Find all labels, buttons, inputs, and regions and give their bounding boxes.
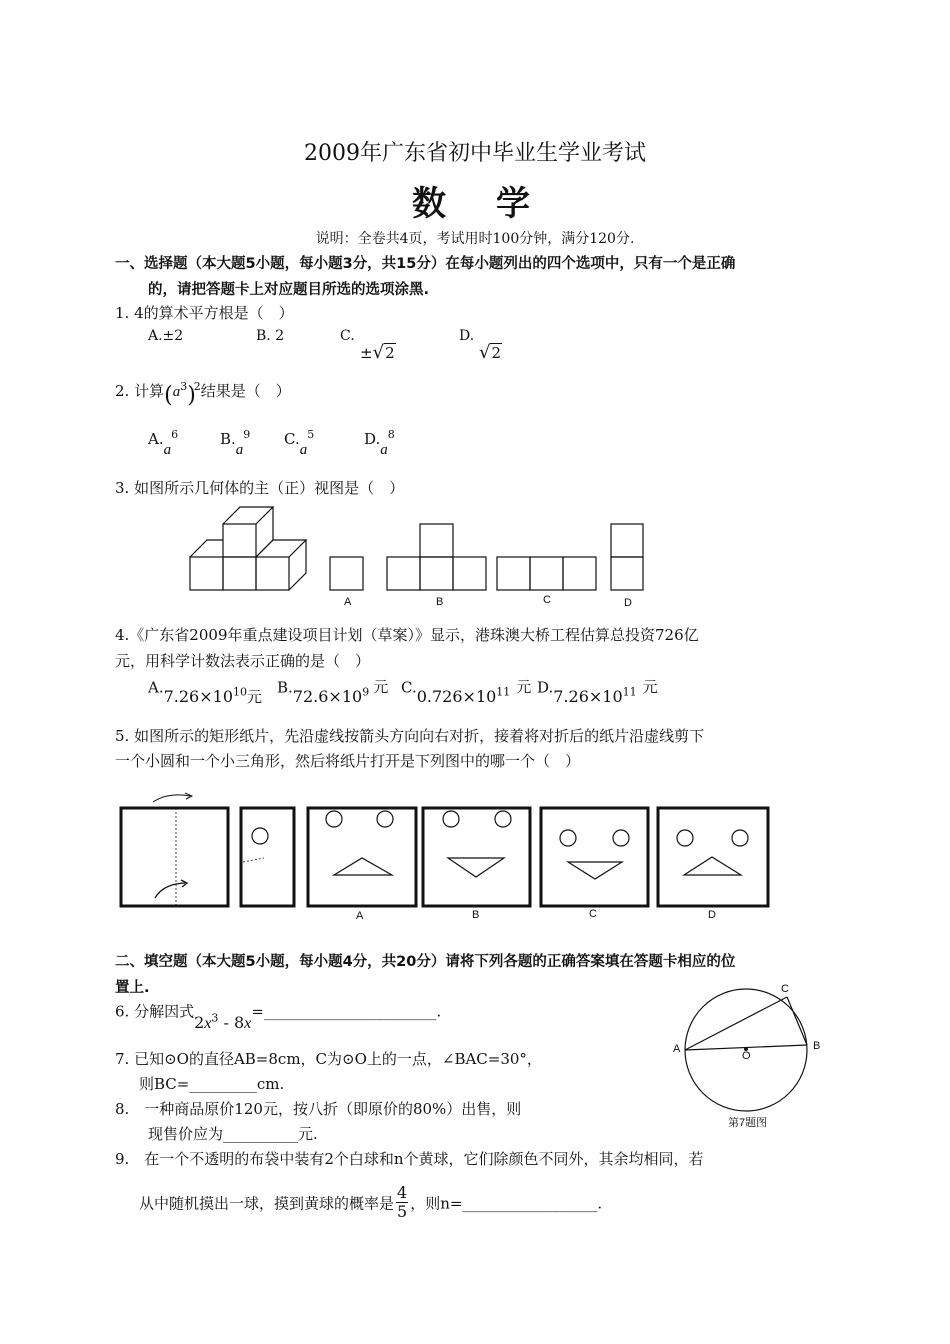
- q3-label-c: C: [543, 594, 551, 606]
- q7-line2: 则BC=_________cm.: [139, 1075, 285, 1093]
- q4-option-c: $C.0.726\times 10^{11}$ 元: [401, 678, 532, 707]
- q4-line2: 元，用科学计数法表示正确的是（ ）: [115, 652, 371, 670]
- q9-line1: 9. 在一个不透明的布袋中装有2个白球和n个黄球，它们除颜色不同外，其余均相同，若: [115, 1150, 704, 1168]
- q5-label-d: D: [708, 909, 716, 921]
- q8-line1: 8. 一种商品原价120元，按八折（即原价的80%）出售，则: [115, 1100, 522, 1118]
- q3-label-b: B: [436, 596, 444, 608]
- q5-label-c: C: [589, 908, 597, 920]
- q7-point-a: A: [673, 1043, 681, 1055]
- q7-point-b: B: [813, 1040, 821, 1052]
- q6-stem: 6. 分解因式$2x^3$ - 8x=_______________________.: [115, 1002, 442, 1033]
- section2-heading: 二、填空题（本大题5小题，每小题4分，共20分）请将下列各题的正确答案填在答题卡相应的位: [115, 954, 736, 970]
- section1-heading: 一、选择题（本大题5小题，每小题3分，共15分）在每小题列出的四个选项中，只有一个是正确: [115, 256, 736, 272]
- subject-title: 数 学: [412, 184, 538, 224]
- q3-label-d: D: [624, 597, 632, 609]
- q3-label-a: A: [344, 596, 352, 608]
- q5-label-a: A: [356, 910, 364, 922]
- section1-heading-cont: 的，请把答题卡上对应题目所选的选项涂黑.: [148, 282, 430, 298]
- q5-label-b: B: [472, 909, 480, 921]
- q1-option-a: A.±2: [148, 328, 184, 344]
- q3-stem: 3. 如图所示几何体的主（正）视图是（ ）: [115, 479, 405, 497]
- q1-option-d: D.: [459, 328, 475, 344]
- page-title: 2009年广东省初中毕业生学业考试: [304, 141, 646, 166]
- q5-line2: 一个小圆和一个小三角形，然后将纸片打开是下列图中的哪一个（ ）: [115, 752, 581, 770]
- q4-option-a: $A.7.26\times 10^{10}$元: [148, 678, 263, 707]
- q4-option-d: $D.7.26\times 10^{11}$ 元: [537, 678, 658, 707]
- q7-line1: 7. 已知⊙O的直径AB=8cm，C为⊙O上的一点，∠BAC=30°，: [115, 1050, 542, 1068]
- q1-stem: 1. 4的算术平方根是（ ）: [115, 304, 294, 322]
- q5-line1: 5. 如图所示的矩形纸片，先沿虚线按箭头方向向右对折，接着将对折后的纸片沿虚线剪下: [115, 727, 705, 745]
- q2-stem: 2. 计算$(a^3)^2$结果是（ ）: [115, 380, 291, 408]
- q2-option-d: $D.a^8$: [364, 428, 395, 458]
- q8-line2: 现售价应为__________元.: [148, 1125, 318, 1143]
- q7-point-c: C: [781, 983, 789, 995]
- q7-point-o: O: [742, 1050, 751, 1062]
- q1-option-b: B. 2: [256, 328, 285, 344]
- section2-heading-cont: 置上.: [115, 980, 150, 996]
- q1-option-c: C.: [340, 328, 355, 344]
- q2-option-b: $B.a^9$: [220, 428, 251, 458]
- exam-note: 说明：全卷共4页，考试用时100分钟，满分120分.: [315, 231, 635, 247]
- q1-option-c-math: ±√2: [360, 342, 395, 363]
- q4-line1: 4.《广东省2009年重点建设项目计划（草案）》显示，港珠澳大桥工程估算总投资726亿: [115, 626, 699, 644]
- q7-figure-caption: 第7题图: [728, 1117, 768, 1129]
- q2-option-c: $C.a^5$: [284, 428, 315, 458]
- q2-option-a: $A.a^6$: [148, 428, 179, 458]
- q1-option-d-math: √2: [479, 342, 502, 363]
- q9-line2: 从中随机摸出一球，摸到黄球的概率是 $\frac{4}{5}$ ，则n=__________________.: [139, 1183, 603, 1221]
- q4-option-b: $B.72.6\times 10^9$ 元: [277, 678, 389, 707]
